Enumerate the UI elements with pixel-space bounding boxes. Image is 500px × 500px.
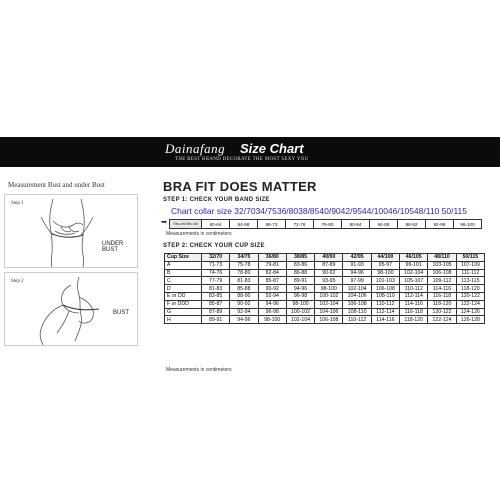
measurement-cell: 118-120 (400, 316, 428, 324)
measurement-cell: 98-100 (371, 269, 399, 277)
measurement-cell: 90-92 (230, 300, 258, 308)
measurement-cell: 106-108 (428, 269, 456, 277)
measurement-cell: 106-108 (315, 316, 343, 324)
band-cell: 68-72 (258, 220, 286, 229)
band-cell: 80-84 (342, 220, 370, 229)
measurement-cell: 102-104 (286, 316, 314, 324)
bra-fit-heading: BRA FIT DOES MATTER (163, 179, 317, 194)
measurement-cell: 110-112 (400, 285, 428, 293)
measurement-cell: 108-110 (343, 308, 371, 316)
measurement-cell: 102-104 (400, 269, 428, 277)
measurement-cell: 96-98 (258, 308, 286, 316)
band-size-row (170, 220, 482, 229)
measurement-cell: 104-106 (315, 308, 343, 316)
measurement-cell: 112-114 (400, 292, 428, 300)
measurement-cell: 110-112 (343, 316, 371, 324)
band-column-header: 40/90 (315, 254, 343, 262)
measurement-cell: 124-126 (456, 308, 484, 316)
measurement-cell: 114-116 (400, 300, 428, 308)
step2-label: Step 2 (11, 279, 24, 284)
measurement-cell: 87-89 (202, 308, 230, 316)
band-cell: 96-100 (454, 220, 482, 229)
measurement-cell: 97-99 (343, 277, 371, 285)
table-row (165, 292, 485, 300)
brand-name: Dainafang (165, 141, 226, 156)
measurement-cell: 78-80 (230, 269, 258, 277)
measurement-cell: 108-110 (371, 292, 399, 300)
cup-label-cell: D (165, 285, 202, 293)
measurement-cell: 118-120 (456, 285, 484, 293)
measurement-cell: 94-96 (286, 285, 314, 293)
table-row (165, 316, 485, 324)
band-column-header: 48/110 (428, 254, 456, 262)
measurement-cell: 106-108 (371, 285, 399, 293)
measurement-cell: 85-87 (202, 300, 230, 308)
band-column-header: 44/100 (371, 254, 399, 262)
size-chart-banner (0, 137, 500, 167)
measurement-cell: 85-87 (258, 277, 286, 285)
cup-size-column-header: Cup Size (165, 254, 202, 262)
table-row (165, 308, 485, 316)
cup-label-cell: E or DD (165, 292, 202, 300)
cup-label-cell: F or DDD (165, 300, 202, 308)
measurement-cell: 122-124 (456, 300, 484, 308)
table-row (165, 285, 485, 293)
measurement-cell: 77-79 (202, 277, 230, 285)
measurement-cell: 86-88 (286, 269, 314, 277)
band-cell: 92-96 (426, 220, 454, 229)
measurement-cell: 94-96 (343, 269, 371, 277)
band-cell: 88-92 (398, 220, 426, 229)
band-size-table (169, 219, 482, 229)
measurement-cell: 109-112 (428, 277, 456, 285)
measurement-cell: 93-95 (315, 277, 343, 285)
measurement-cell: 81-83 (230, 277, 258, 285)
step2-illustration-box (4, 272, 138, 346)
band-cell: 64-68 (230, 220, 258, 229)
measurement-cell: 98-100 (286, 300, 314, 308)
cup-header-row (165, 254, 485, 262)
banner-title: Size Chart (240, 141, 304, 156)
band-cell: 60-64 (202, 220, 230, 229)
measurement-cell: 88-90 (230, 292, 258, 300)
measurement-cell: 82-84 (258, 269, 286, 277)
band-column-header: 42/95 (343, 254, 371, 262)
measurement-cell: 113-115 (456, 277, 484, 285)
bust-caption: BUST (113, 310, 130, 316)
measurement-cell: 102-104 (343, 285, 371, 293)
cup-label-cell: G (165, 308, 202, 316)
measurement-cell: 90-92 (258, 285, 286, 293)
band-column-header: 34/75 (230, 254, 258, 262)
band-column-header: 38/85 (286, 254, 314, 262)
measurement-cell: 85-88 (230, 285, 258, 293)
measurement-cell: 83-86 (286, 261, 314, 269)
measurement-cell: 112-114 (371, 308, 399, 316)
measurement-cell: 98-100 (258, 316, 286, 324)
measurement-cell: 71-73 (202, 261, 230, 269)
underbust-caption: UNDER BUST (102, 241, 124, 253)
measurement-cell: 116-118 (400, 308, 428, 316)
collar-size-text: Chart collar size 32/7034/7536/8038/8540/9042/9544/10046/10548/110 50/115 (171, 206, 468, 216)
cup-label-cell: H (165, 316, 202, 324)
measurement-cell: 89-91 (286, 277, 314, 285)
measurement-cell: 116-118 (428, 292, 456, 300)
measurement-cell: 103-105 (428, 261, 456, 269)
cup-measurement-note: Measurements in centimeters (166, 367, 232, 373)
table-row (165, 277, 485, 285)
measurement-cell: 98-100 (315, 285, 343, 293)
measurement-cell: 122-124 (428, 316, 456, 324)
measurement-cell: 81-83 (202, 285, 230, 293)
measurement-cell: 83-85 (202, 292, 230, 300)
measurement-cell: 126-128 (456, 316, 484, 324)
measurement-cell: 74-76 (202, 269, 230, 277)
measurement-cell: 114-116 (371, 316, 399, 324)
measurement-cell: 92-94 (258, 292, 286, 300)
cup-label-cell: A (165, 261, 202, 269)
measurement-cell: 110-112 (371, 300, 399, 308)
band-cell: 76-80 (314, 220, 342, 229)
step1-illustration-box (4, 194, 138, 268)
measurement-cell: 102-104 (315, 300, 343, 308)
measurement-cell: 92-94 (230, 308, 258, 316)
measurement-cell: 101-103 (371, 277, 399, 285)
measurement-cell: 94-96 (230, 316, 258, 324)
measurement-cell: 94-96 (258, 300, 286, 308)
step1-label: Step 1 (11, 201, 24, 206)
underbust-figure-illustration (23, 197, 103, 267)
measurement-cell: 104-106 (343, 292, 371, 300)
measurement-cell: 111-112 (456, 269, 484, 277)
cup-size-table (164, 253, 485, 324)
measurement-cell: 91-93 (343, 261, 371, 269)
measurement-cell: 95-97 (371, 261, 399, 269)
measurement-cell: 75-78 (230, 261, 258, 269)
measurement-cell: 120-122 (456, 292, 484, 300)
measurement-cell: 106-108 (343, 300, 371, 308)
measurement-cell: 100-102 (286, 308, 314, 316)
step1-heading: STEP 1: CHECK YOUR BAND SIZE (163, 197, 270, 203)
measurement-cell: 114-116 (428, 285, 456, 293)
band-column-header: 46/105 (400, 254, 428, 262)
measurement-cell: 99-101 (400, 261, 428, 269)
measurement-cell: 87-89 (315, 261, 343, 269)
measurement-cell: 96-98 (286, 292, 314, 300)
band-header-cell: Tiêu chí tiêu chí (170, 220, 202, 229)
table-row (165, 300, 485, 308)
band-cell: 72-76 (286, 220, 314, 229)
band-column-header: 32/70 (202, 254, 230, 262)
bust-figure-illustration (23, 275, 113, 345)
measurement-cell: 79-81 (258, 261, 286, 269)
banner-tagline: THE BEST BRAND DECORATE THE MOST SEXY YOU (175, 157, 309, 162)
arrow-right-icon: ➡ (161, 219, 167, 226)
measurement-cell: 89-91 (202, 316, 230, 324)
cup-label-cell: C (165, 277, 202, 285)
band-cell: 84-88 (370, 220, 398, 229)
measurement-cell: 120-122 (428, 308, 456, 316)
band-measurement-note: Measurements in centimeters (166, 231, 232, 237)
measurement-cell: 100-102 (315, 292, 343, 300)
measurement-cell: 107-109 (456, 261, 484, 269)
step2-heading: STEP 2: CHECK YOUR CUP SIZE (163, 243, 265, 249)
band-column-header: 36/80 (258, 254, 286, 262)
measurement-heading: Measurement Bust and under Bust (8, 181, 105, 189)
cup-label-cell: B (165, 269, 202, 277)
measurement-cell: 90-92 (315, 269, 343, 277)
band-column-header: 50/115 (456, 254, 484, 262)
measurement-cell: 118-120 (428, 300, 456, 308)
table-row (165, 261, 485, 269)
table-row (165, 269, 485, 277)
measurement-cell: 105-107 (400, 277, 428, 285)
